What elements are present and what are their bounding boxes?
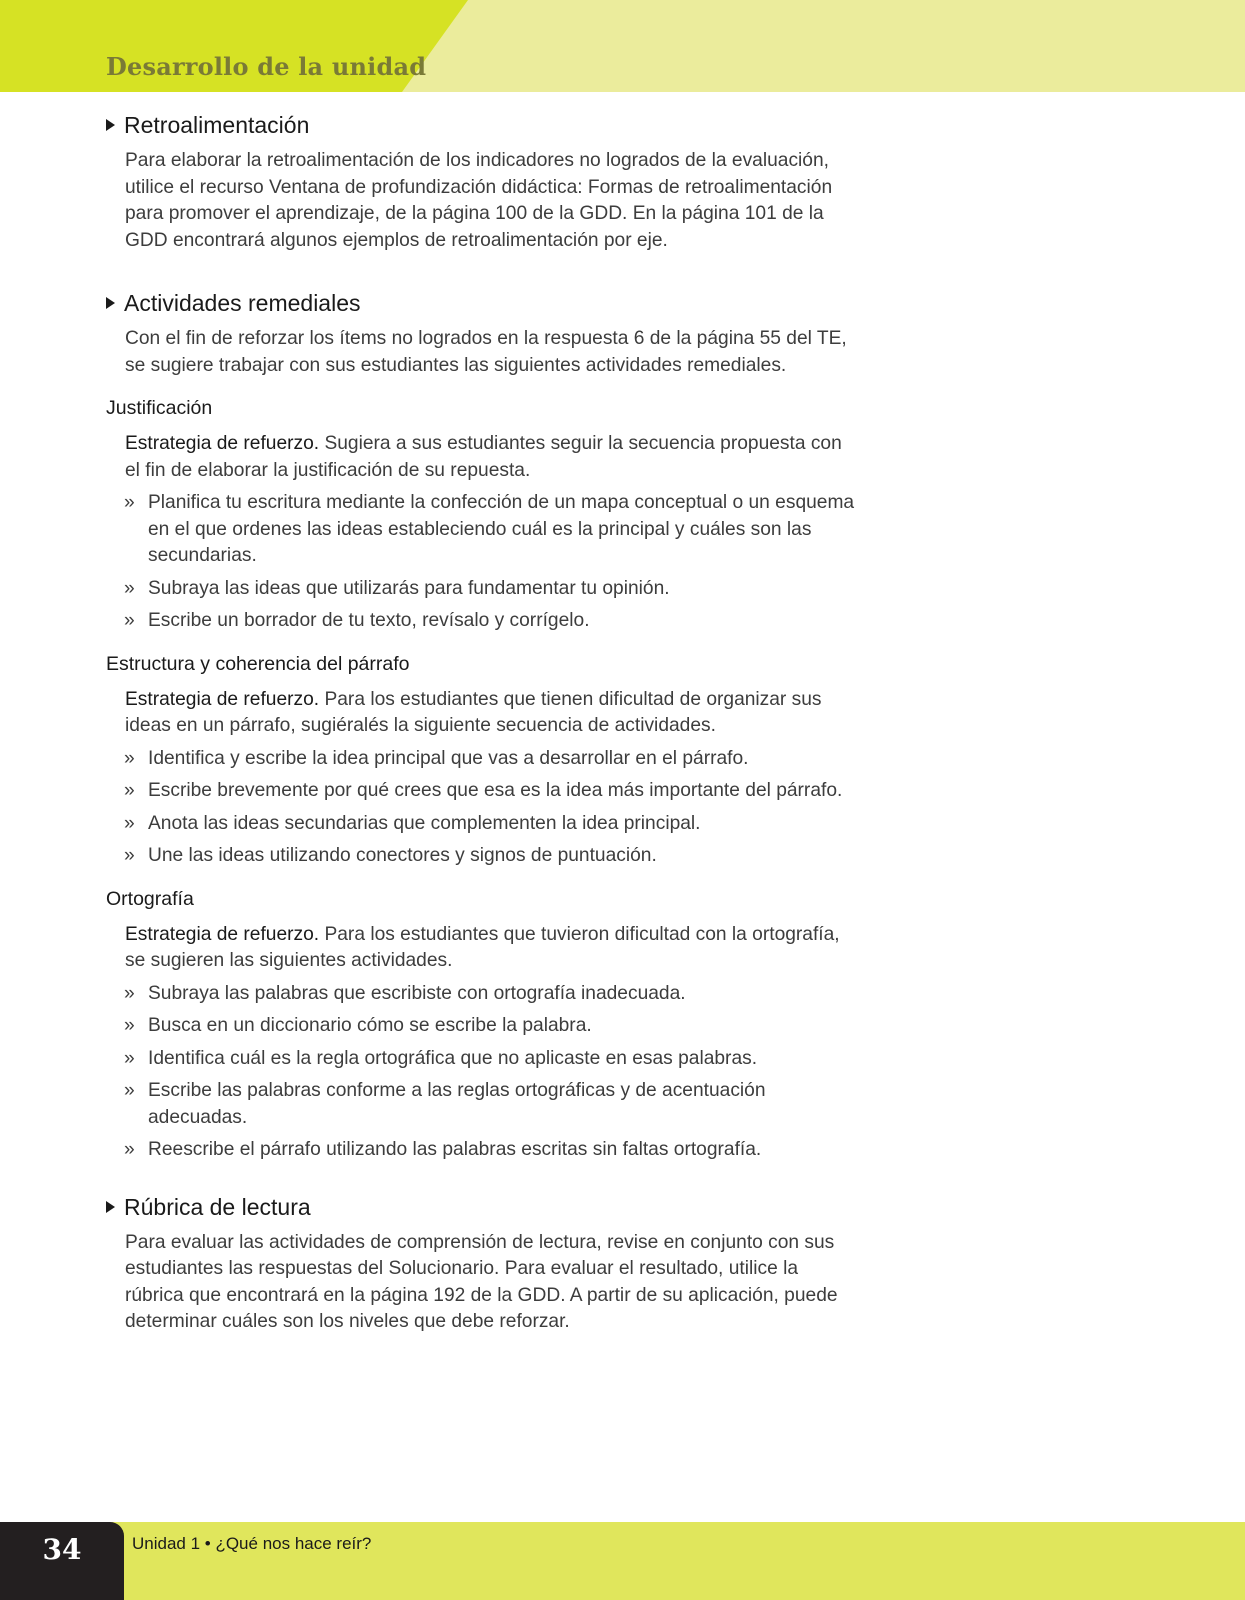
chevron-bullet-icon: » — [124, 1015, 135, 1036]
triangle-bullet-icon — [106, 119, 115, 131]
chevron-bullet-icon: » — [124, 812, 135, 834]
chevron-bullet-icon: » — [124, 780, 135, 801]
list-item: » Subraya las ideas que utilizarás para fundamentar tu opinión. — [148, 576, 856, 603]
chevron-bullet-icon: » — [124, 492, 135, 513]
list-item: » Planifica tu escritura mediante la confección de un mapa conceptual o un esquema en el que ordenes las ideas estableciendo cuál es la principal y cuáles son las secundarias. — [124, 492, 855, 566]
list-item: » Busca en un diccionario cómo se escribe la palabra. — [148, 1013, 856, 1040]
estructura-list — [106, 746, 856, 870]
estructura-strategy — [125, 687, 856, 740]
ortografia-strategy — [125, 922, 856, 975]
ortografia-list — [106, 981, 856, 1164]
list-item: » Escribe un borrador de tu texto, revísalo y corrígelo. — [148, 608, 856, 635]
chevron-bullet-icon: » — [124, 1047, 135, 1069]
strategy-label: Estrategia de refuerzo. — [125, 433, 320, 454]
chevron-bullet-icon: » — [124, 982, 135, 1004]
list-item: » Reescribe el párrafo utilizando las palabras escritas sin faltas ortografía. — [148, 1137, 856, 1164]
subheading-ortografia: Ortografía — [106, 887, 194, 910]
list-item: » Une las ideas utilizando conectores y signos de puntuación. — [148, 843, 856, 870]
section-title-actividades-remediales: Actividades remediales — [106, 288, 856, 318]
page-title: Desarrollo de la unidad — [106, 52, 427, 81]
strategy-text: Para los estudiantes que tuvieron dificultad con la ortografía, se sugieren las siguientes actividades. — [125, 923, 840, 971]
footer-unit-label: Unidad 1 • ¿Qué nos hace reír? — [132, 1534, 372, 1553]
list-item: » Identifica y escribe la idea principal que vas a desarrollar en el párrafo. — [148, 746, 856, 773]
triangle-bullet-icon — [106, 297, 115, 309]
chevron-bullet-icon: » — [124, 1139, 135, 1160]
chevron-bullet-icon: » — [124, 610, 135, 631]
list-item: » Anota las ideas secundarias que complementen la idea principal. — [148, 811, 856, 838]
list-item: » Escribe brevemente por qué crees que esa es la idea más importante del párrafo. — [148, 778, 856, 805]
subheading-estructura: Estructura y coherencia del párrafo — [106, 652, 410, 675]
retroalimentacion-paragraph: Para elaborar la retroalimentación de los indicadores no logrados de la evaluación, utilice el recurso Ventana de profundización didáctica: Formas de retroalimentación para promover el aprendizaje, de la página 100 de la GDD. En la página 101 de la GDD encontrará algunos ejemplos de retroalimentación por eje. — [125, 150, 833, 251]
chevron-bullet-icon: » — [124, 1080, 135, 1101]
justificacion-strategy — [125, 431, 856, 484]
strategy-text: Para los estudiantes que tienen dificultad de organizar sus ideas en un párrafo, sugiéralés la siguiente secuencia de actividades. — [125, 688, 822, 736]
remediales-paragraph: Con el fin de reforzar los ítems no logrados en la respuesta 6 de la página 55 del TE, se sugiere trabajar con sus estudiantes las siguientes actividades remediales. — [125, 328, 847, 376]
main-content — [106, 110, 856, 1336]
strategy-text: Sugiera a sus estudiantes seguir la secuencia propuesta con el fin de elaborar la justificación de su repuesta. — [125, 433, 842, 481]
list-item: » Subraya las palabras que escribiste con ortografía inadecuada. — [148, 981, 856, 1008]
list-item: » Identifica cuál es la regla ortográfica que no aplicaste en esas palabras. — [148, 1046, 856, 1073]
chevron-bullet-icon: » — [124, 845, 135, 866]
chevron-bullet-icon: » — [124, 747, 135, 769]
justificacion-list — [106, 490, 856, 635]
triangle-bullet-icon — [106, 1201, 115, 1213]
section-title-rubrica: Rúbrica de lectura — [106, 1192, 856, 1222]
page-number: 34 — [0, 1522, 124, 1600]
page-footer — [0, 1522, 1245, 1600]
rubrica-paragraph: Para evaluar las actividades de comprensión de lectura, revise en conjunto con sus estudiantes las respuestas del Solucionario. Para evaluar el resultado, utilice la rúbrica que encontrará en la página 192 de la GDD. A partir de su aplicación, puede determinar cuáles son los niveles que debe reforzar. — [125, 1231, 838, 1332]
page-header — [0, 0, 1245, 92]
strategy-label: Estrategia de refuerzo. — [125, 923, 320, 945]
chevron-bullet-icon: » — [124, 577, 135, 599]
strategy-label: Estrategia de refuerzo. — [125, 688, 320, 710]
list-item: » Escribe las palabras conforme a las reglas ortográficas y de acentuación adecuadas. — [124, 1080, 766, 1128]
subheading-justificacion: Justificación — [106, 397, 213, 419]
section-title-retroalimentacion: Retroalimentación — [106, 110, 856, 140]
